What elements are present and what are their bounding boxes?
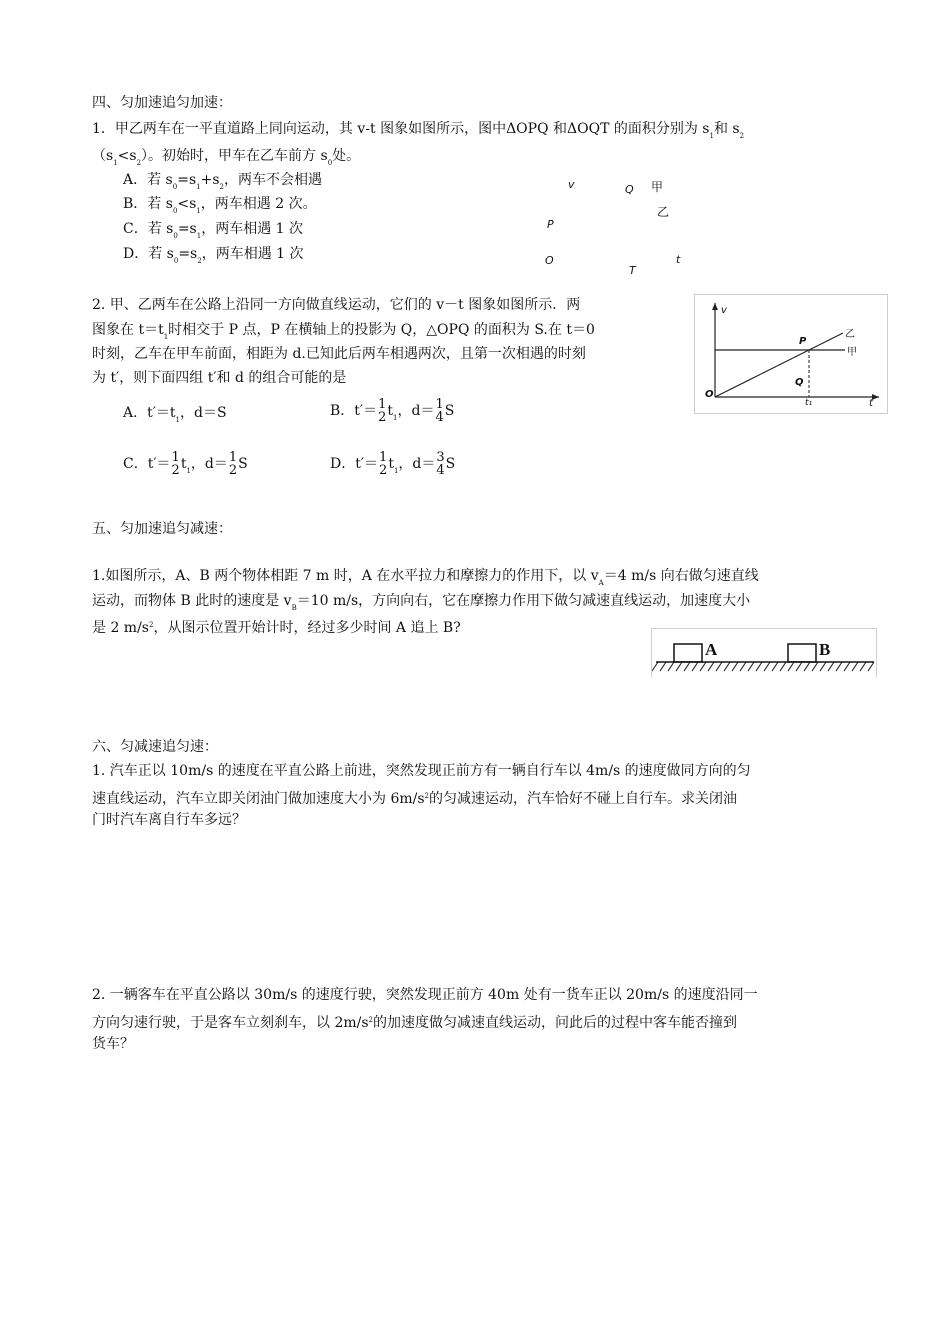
s4q2-line2: 图象在 $t=t_1$时相交于 P 点，P 在横轴上的投影为 Q，△OPQ 的面积为 S.在 t＝0: [92, 322, 595, 341]
s5q1-line1: 1.如图所示，A、B 两个物体相距 7 m 时，A 在水平拉力和摩擦力的作用下，以 $v_A=4$ m/s 向右做匀速直线: [92, 568, 759, 587]
section5-title: 五、匀加速追匀减速：: [92, 521, 232, 537]
s4q2-option-d: D．t′＝ 1 2 $t_1$，d＝ 3 4 S: [330, 450, 456, 478]
block-a-label: A: [705, 640, 718, 659]
s6q1-line1: 1. 汽车正以 10m/s 的速度在平直公路上前进，突然发现正前方有一辆自行车以 4m/s 的速度做同方向的匀: [92, 763, 751, 779]
s4q1-option-b: B．若 $s_0<s_1$，两车相遇 2 次。: [123, 196, 317, 215]
fig1-label-p: P: [547, 218, 554, 231]
s4q2-option-b: B．t′＝ 1 2 $t_1$，d＝ 1 4 S: [330, 397, 455, 425]
s4q2-option-c: C．t′＝ 1 2 $t_1$，d＝ 1 2 S: [123, 450, 248, 478]
fig1-label-yi: 乙: [657, 205, 670, 219]
s4q2-line4: 为 t′，则下面四组 t′和 d 的组合可能的是: [92, 370, 347, 386]
fig2-label-q: Q: [795, 377, 804, 388]
fig2-label-p: P: [799, 336, 807, 347]
block-b-label: B: [819, 640, 831, 659]
fig1-label-q: Q: [625, 183, 634, 196]
section4-title: 四、匀加速追匀加速：: [92, 95, 232, 111]
s4q1-line1: 1．甲乙两车在一平直道路上同向运动，其 v-t 图象如图所示，图中ΔOPQ 和ΔOQT 的面积分别为 $s_1$和 $s_2$: [92, 121, 745, 140]
fig1-label-jia: 甲: [651, 180, 664, 194]
s5q1-blocks-figure: [651, 628, 877, 677]
s4q2-line3: 时刻，乙车在甲车前面，相距为 d.已知此后两车相遇两次，且第一次相遇的时刻: [92, 346, 586, 362]
fig2-label-v: v: [721, 305, 727, 316]
s5q1-line3: 是 2 $m/s^2$，从图示位置开始计时，经过多少时间 A 追上 B?: [92, 620, 461, 636]
s5q1-line2: 运动，而物体 B 此时的速度是 $v_B=10$ m/s，方向向右，它在摩擦力作用下做匀减速直线运动，加速度大小: [92, 593, 751, 612]
s6q2-line2: 方向匀速行驶，于是客车立刻刹车，以 $2m/s^2$的加速度做匀减速直线运动，问此后的过程中客车能否撞到: [92, 1015, 738, 1031]
s6q2-line1: 2. 一辆客车在平直公路以 30m/s 的速度行驶，突然发现正前方 40m 处有一货车正以 20m/s 的速度沿同一: [92, 987, 758, 1003]
s6q2-line3: 货车？: [92, 1036, 134, 1052]
fig2-label-o: O: [705, 389, 714, 400]
s4q1-option-c: C．若 $s_0=s_1$，两车相遇 1 次: [123, 221, 304, 240]
s4q1-option-d: D．若 $s_0=s_2$，两车相遇 1 次: [123, 246, 304, 265]
s4q1-line2: $(s_1<s_2)$。初始时，甲车在乙车前方 $s_0$处。: [92, 148, 361, 167]
fig1-label-v: v: [568, 178, 575, 191]
fig1-label-o: O: [545, 254, 554, 267]
fig2-label-jia: 甲: [847, 347, 857, 358]
section6-title: 六、匀减速追匀速：: [92, 739, 218, 755]
fig1-label-T: T: [629, 264, 636, 277]
fig2-label-t: t: [869, 398, 873, 409]
s4q2-option-a: A．$t'=t_1$，d＝S: [123, 405, 227, 424]
s6q1-line2: 速直线运动，汽车立即关闭油门做加速度大小为 $6m/s^2$的匀减速运动，汽车恰好不碰上自行车。求关闭油: [92, 791, 738, 807]
fig2-label-t1: t₁: [805, 398, 813, 408]
s4q2-line1: 2. 甲、乙两车在公路上沿同一方向做直线运动，它们的 v－t 图象如图所示．两: [92, 297, 581, 313]
s4q1-option-a: A．若 $s_0=s_1+s_2$，两车不会相遇: [123, 172, 322, 191]
fig1-label-t: t: [676, 253, 681, 266]
s4q2-vt-graph: [694, 294, 888, 414]
s6q1-line3: 门时汽车离自行车多远？: [92, 812, 246, 828]
fig2-label-yi: 乙: [845, 329, 855, 340]
